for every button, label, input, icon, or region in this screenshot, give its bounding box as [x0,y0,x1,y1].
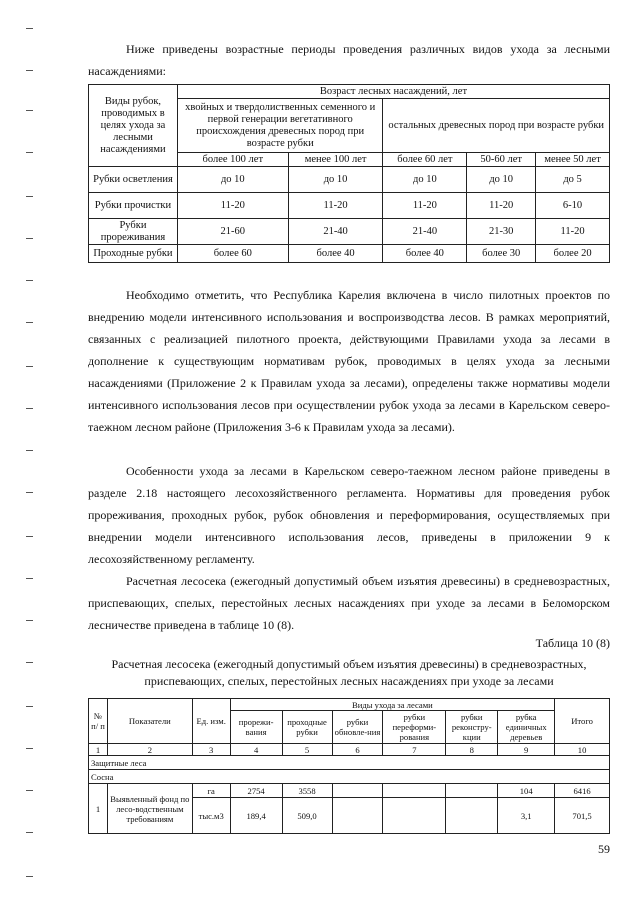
col-number: 6 [332,744,383,756]
header-num: № п/ п [89,699,108,744]
subcol-header: более 100 лет [177,153,288,167]
cell: 104 [498,784,555,798]
row-label: Проходные рубки [89,245,178,263]
group2-header: остальных древесных пород при возрасте рубки [383,99,610,153]
cell: 11-20 [467,193,536,219]
header-indicator: Показатели [107,699,192,744]
table-caption: Расчетная лесосека (ежегодный допустимый объем изъятия древесины) в средневозрастных, приспевающих, спелых, перестойных лесных насаждениях при уходе за лесами [111,657,587,688]
cell [446,784,498,798]
cell: 11-20 [383,193,467,219]
cell: 21-40 [383,219,467,245]
page-number: 59 [598,842,610,856]
cell-unit: га [192,784,230,798]
cell: более 30 [467,245,536,263]
group1-header: хвойных и твердолиственных семенного и первой генерации вегетативного происхождения древесных пород при возрасте рубки [177,99,383,153]
col-number: 1 [89,744,108,756]
cell: 3558 [282,784,332,798]
cell: до 10 [467,167,536,193]
table-row [89,167,610,193]
cell: до 10 [288,167,383,193]
age-header: Возраст лесных насаждений, лет [177,85,609,99]
col-number: 7 [383,744,446,756]
cell: 2754 [230,784,282,798]
cell: 21-30 [467,219,536,245]
cell [332,784,383,798]
subsection-row: Сосна [89,770,610,784]
table-row [89,219,610,245]
col-number: 10 [555,744,610,756]
paragraph-allowable-cut: Расчетная лесосека (ежегодный допустимый объем изъятия древесины) в средневозрастных, приспевающих, спелых, перестойных лесных насаждениях при уходе за лесами в Беломорском лесничестве приведена в таблице 10 (8). [88,574,610,632]
col-number: 4 [230,744,282,756]
cell [383,798,446,834]
cell: 21-60 [177,219,288,245]
cell: более 20 [536,245,610,263]
cell: 509,0 [282,798,332,834]
row-label: Рубки осветления [89,167,178,193]
cell: 21-40 [288,219,383,245]
col-number: 5 [282,744,332,756]
cell: до 10 [177,167,288,193]
cell: 11-20 [536,219,610,245]
cell: более 40 [383,245,467,263]
cell [332,798,383,834]
cell [383,784,446,798]
row-header: Виды рубок, проводимых в целях ухода за лесными насаждениями [89,85,178,167]
cell: до 10 [383,167,467,193]
cell: 11-20 [288,193,383,219]
row-number: 1 [89,784,108,834]
intro-paragraph: Ниже приведены возрастные периоды проведения различных видов ухода за лесными насаждениями: [88,42,610,78]
row-indicator: Выявленный фонд по лесо-водственным требованиям [107,784,192,834]
col-number: 2 [107,744,192,756]
header-care-type: прорежи-вания [230,711,282,744]
header-total: Итого [555,699,610,744]
cell: более 60 [177,245,288,263]
col-number: 9 [498,744,555,756]
cell: более 40 [288,245,383,263]
table-row [89,193,610,219]
column-numbers-row [89,744,610,756]
subcol-header: более 60 лет [383,153,467,167]
subcol-header: менее 50 лет [536,153,610,167]
cell: 6-10 [536,193,610,219]
header-care-type: рубки реконстру-кции [446,711,498,744]
cell: 701,5 [555,798,610,834]
cell-unit: тыс.м3 [192,798,230,834]
header-care-type: рубка единичных деревьев [498,711,555,744]
header-care-type: рубки обновле-ния [332,711,383,744]
subcol-header: 50-60 лет [467,153,536,167]
row-label: Рубки прочистки [89,193,178,219]
subcol-header: менее 100 лет [288,153,383,167]
header-care-type: рубки переформи-рования [383,711,446,744]
binding-marks [26,0,36,905]
cell: 189,4 [230,798,282,834]
header-unit: Ед. изм. [192,699,230,744]
row-label: Рубки прореживания [89,219,178,245]
allowable-cut-table [88,698,610,834]
cell: 11-20 [177,193,288,219]
cell: до 5 [536,167,610,193]
paragraph-pilot-project: Необходимо отметить, что Республика Карелия включена в число пилотных проектов по внедрению модели интенсивного использования и воспроизводства лесов. В рамках мероприятий, связанных с реализацией пилотного проекта, действующими Правилами ухода за лесами в дополнение к существующим нормативам рубок, проводимых в целях ухода за лесными насаждениями (Приложение 2 к Правилам ухода за лесами), определены также нормативы модели интенсивного использования лесов при осуществлении рубок ухода за лесами в Карельском северо-таежном лесном районе (Приложения 3-6 к Правилам ухода за лесами). [88,288,610,434]
cell: 3,1 [498,798,555,834]
cell: 6416 [555,784,610,798]
table-row [89,784,610,798]
paragraph-features: Особенности ухода за лесами в Карельском северо-таежном лесном районе приведены в разделе 2.18 настоящего лесохозяйственного регламента. Нормативы для проведения рубок прореживания, проходных рубок, рубок обновления и переформирования, осуществляемых при внедрении модели интенсивного использования лесов, приведены в приложении 9 к лесохозяйственному регламенту. [88,464,610,566]
col-number: 8 [446,744,498,756]
header-care-type: проходные рубки [282,711,332,744]
header-care-types: Виды ухода за лесами [230,699,554,711]
cell [446,798,498,834]
document-page [88,0,610,905]
section-row: Защитные леса [89,756,610,770]
table-row [89,245,610,263]
age-periods-table [88,84,610,263]
table-label: Таблица 10 (8) [535,636,610,650]
col-number: 3 [192,744,230,756]
